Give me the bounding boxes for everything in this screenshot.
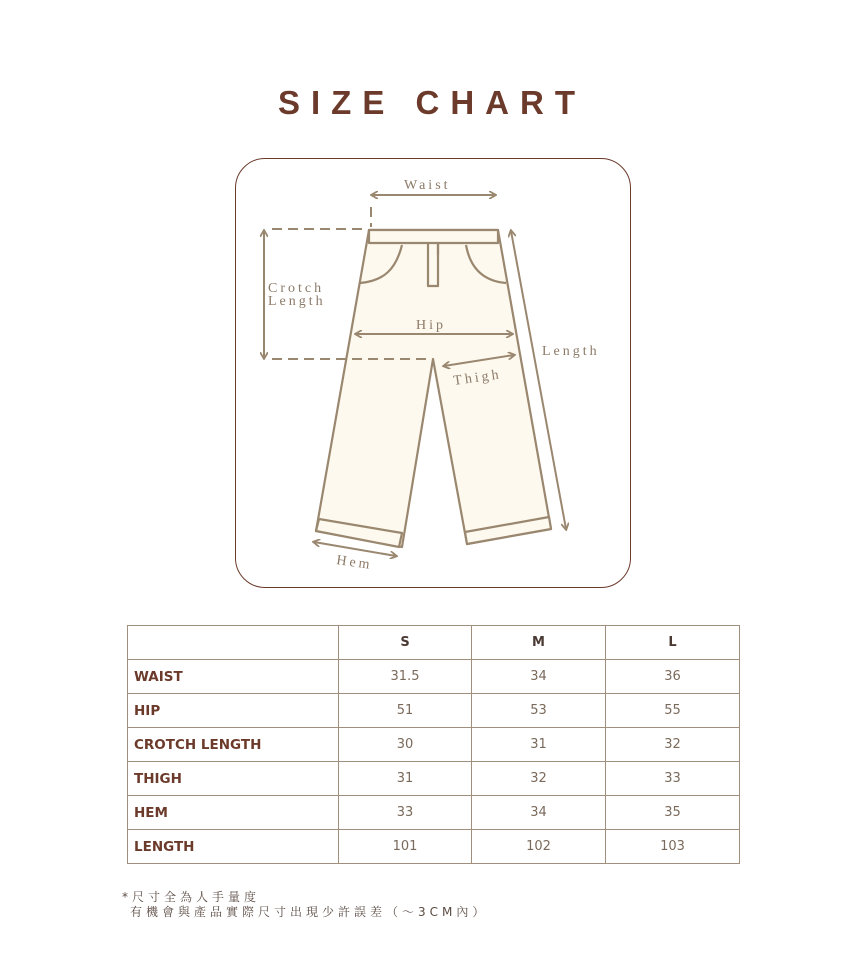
header-size-s: S — [339, 626, 472, 660]
thigh-label: Thigh — [452, 367, 503, 389]
row-label: THIGH — [128, 762, 339, 796]
cell-s: 51 — [339, 694, 472, 728]
cell-s: 101 — [339, 830, 472, 864]
crotch-label-line1: Crotch — [268, 281, 325, 296]
length-label: Length — [542, 344, 600, 359]
cell-m: 34 — [472, 796, 606, 830]
pants-outline — [316, 230, 551, 547]
cell-m: 53 — [472, 694, 606, 728]
cell-m: 32 — [472, 762, 606, 796]
cell-s: 33 — [339, 796, 472, 830]
cell-l: 36 — [606, 660, 740, 694]
table-row — [128, 728, 740, 762]
pants-diagram — [235, 158, 631, 588]
cell-s: 31 — [339, 762, 472, 796]
cell-l: 33 — [606, 762, 740, 796]
row-label: HEM — [128, 796, 339, 830]
table-row — [128, 796, 740, 830]
header-size-m: M — [472, 626, 606, 660]
header-size-l: L — [606, 626, 740, 660]
note-line-2: 有機會與產品實際尺寸出現少許誤差（～3CM內） — [130, 905, 489, 919]
table-row — [128, 830, 740, 864]
pants-illustration — [236, 159, 631, 588]
row-label: LENGTH — [128, 830, 339, 864]
cell-m: 34 — [472, 660, 606, 694]
cell-l: 55 — [606, 694, 740, 728]
pants-shape — [316, 230, 551, 547]
waist-label: Waist — [404, 178, 451, 193]
crotch-label-line2: Length — [268, 294, 326, 309]
measurement-note — [122, 890, 488, 920]
hem-label: Hem — [335, 553, 374, 574]
page-title: SIZE CHART — [278, 84, 586, 121]
cell-l: 32 — [606, 728, 740, 762]
row-label: HIP — [128, 694, 339, 728]
cell-m: 102 — [472, 830, 606, 864]
cell-s: 30 — [339, 728, 472, 762]
table-header-row — [128, 626, 740, 660]
cell-s: 31.5 — [339, 660, 472, 694]
row-label: CROTCH LENGTH — [128, 728, 339, 762]
table-row — [128, 660, 740, 694]
hip-label: Hip — [416, 318, 446, 333]
cell-l: 103 — [606, 830, 740, 864]
table-row — [128, 694, 740, 728]
cell-m: 31 — [472, 728, 606, 762]
table-row — [128, 762, 740, 796]
size-table — [127, 625, 740, 864]
waistband — [369, 230, 498, 243]
header-blank — [128, 626, 339, 660]
cell-l: 35 — [606, 796, 740, 830]
note-line-1: *尺寸全為人手量度 — [122, 890, 261, 904]
row-label: WAIST — [128, 660, 339, 694]
